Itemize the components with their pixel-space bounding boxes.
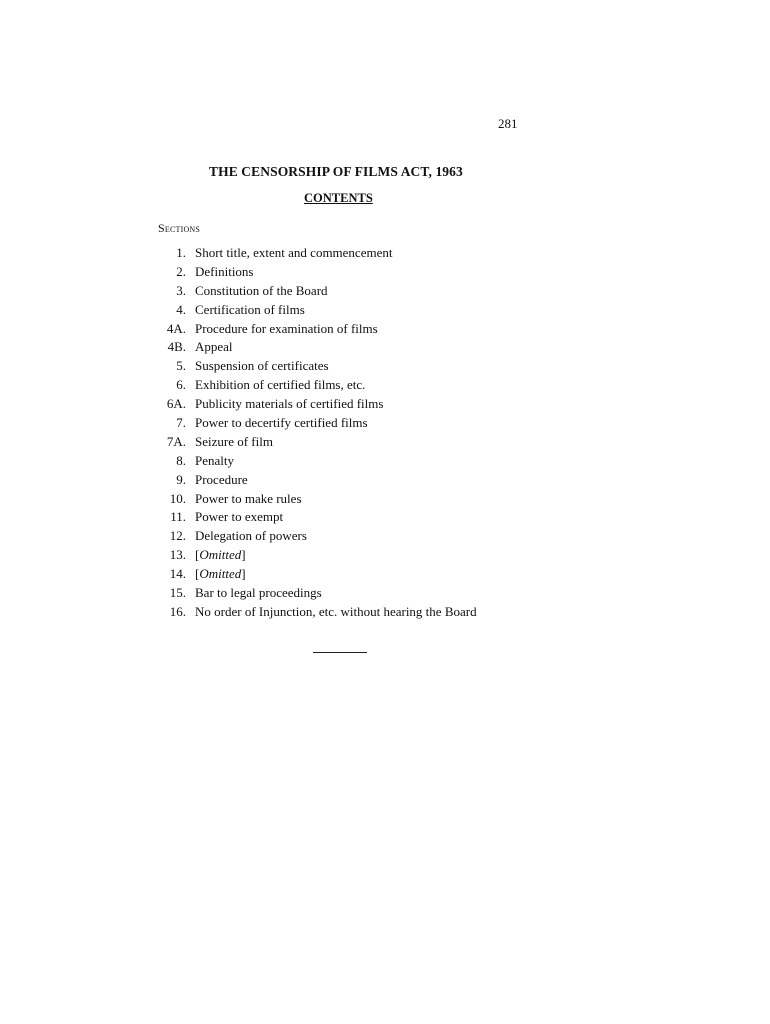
section-title: Power to exempt (195, 509, 284, 525)
section-title-text: Omitted (199, 547, 242, 563)
list-item (158, 301, 477, 320)
list-item (158, 584, 477, 603)
sections-list (158, 244, 477, 622)
section-number: 6A. (166, 396, 186, 412)
section-number: 10. (169, 490, 186, 506)
list-item (158, 282, 477, 301)
section-title: Constitution of the Board (195, 282, 328, 298)
section-title: Suspension of certificates (195, 358, 329, 374)
section-number: 8. (176, 452, 186, 468)
contents-heading: CONTENTS (304, 191, 373, 205)
section-number: 7A. (166, 433, 186, 449)
list-item (158, 338, 477, 357)
list-item (158, 490, 477, 509)
list-item (158, 508, 477, 527)
section-number: 1. (176, 245, 186, 260)
list-item (158, 603, 477, 622)
section-title: Seizure of film (195, 433, 273, 449)
list-item (158, 414, 477, 433)
list-item (158, 546, 477, 565)
section-number: 4B. (167, 339, 186, 355)
list-item (158, 471, 477, 490)
section-title: Bar to legal proceedings (195, 585, 322, 601)
section-title: No order of Injunction, etc. without hearing the Board (195, 603, 477, 619)
document-title: THE CENSORSHIP OF FILMS ACT, 1963 (209, 164, 463, 179)
section-title: Short title, extent and commencement (195, 245, 393, 260)
section-title: Procedure (195, 471, 248, 487)
list-item (158, 376, 477, 395)
section-number: 15. (169, 585, 186, 601)
list-item (158, 263, 477, 282)
section-number: 2. (176, 263, 186, 279)
section-title: [Omitted] (195, 566, 246, 582)
section-title-text: Omitted (199, 566, 242, 582)
section-title: Procedure for examination of films (195, 320, 378, 336)
section-title: Publicity materials of certified films (195, 396, 384, 412)
section-number: 3. (176, 282, 186, 298)
section-title: Certification of films (195, 301, 305, 317)
section-number: 5. (176, 358, 186, 374)
section-title: Penalty (195, 452, 234, 468)
section-number: 7. (176, 415, 186, 431)
section-title: Appeal (195, 339, 233, 355)
section-number: 9. (176, 471, 186, 487)
section-title: Power to decertify certified films (195, 415, 368, 431)
section-title: Power to make rules (195, 490, 302, 506)
list-item (158, 452, 477, 471)
list-item (158, 395, 477, 414)
list-item (158, 320, 477, 339)
section-number: 6. (176, 377, 186, 393)
page-number: 281 (498, 116, 518, 131)
section-number: 13. (169, 547, 186, 563)
section-number: 4. (176, 301, 186, 317)
section-number: 4A. (166, 320, 186, 336)
list-item (158, 433, 477, 452)
section-title: Definitions (195, 263, 254, 279)
section-number: 12. (169, 528, 186, 544)
sections-label: Sections (158, 221, 201, 235)
end-rule (313, 652, 367, 653)
section-number: 11. (170, 509, 186, 525)
list-item (158, 527, 477, 546)
list-item (158, 565, 477, 584)
section-number: 14. (169, 566, 186, 582)
section-number: 16. (169, 603, 186, 619)
section-title: Exhibition of certified films, etc. (195, 377, 366, 393)
section-title: [Omitted] (195, 547, 246, 563)
list-item (158, 244, 477, 263)
list-item (158, 357, 477, 376)
section-title: Delegation of powers (195, 528, 307, 544)
